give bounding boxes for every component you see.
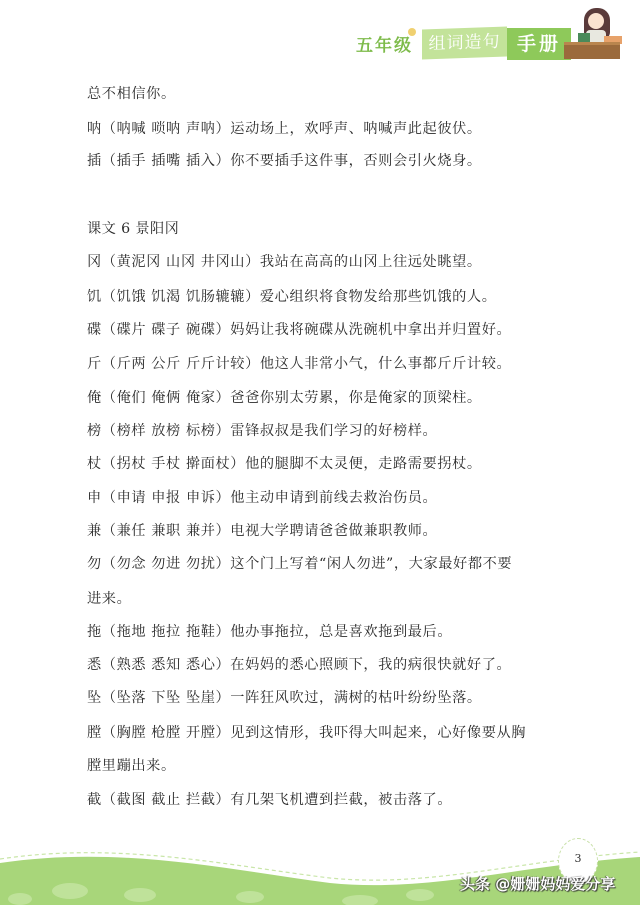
vocab-line: 坠（坠落 下坠 坠崖）一阵狂风吹过，满树的枯叶纷纷坠落。 <box>87 690 482 706</box>
watermark: 头条 @姗姗妈妈爱分享 <box>460 875 616 893</box>
girl-face <box>588 13 604 29</box>
vocab-line: 进来。 <box>87 591 132 607</box>
vocab-line: 总不相信你。 <box>87 86 176 102</box>
banner-title <box>422 27 507 60</box>
banner-suffix <box>507 28 571 60</box>
vocab-line: 杖（拐杖 手杖 擀面杖）他的腿脚不太灵便，走路需要拐杖。 <box>87 456 482 472</box>
vocab-line: 榜（榜样 放榜 标榜）雷锋叔叔是我们学习的好榜样。 <box>87 423 438 439</box>
vocab-line: 勿（勿念 勿进 勿扰）这个门上写着“闲人勿进”，大家最好都不要 <box>87 556 513 572</box>
banner-suffix-text: 手册 <box>516 33 561 55</box>
vocab-line: 碟（碟片 碟子 碗碟）妈妈让我将碗碟从洗碗机中拿出并归置好。 <box>87 322 512 338</box>
book-icon <box>578 33 590 42</box>
vocab-line: 呐（呐喊 唢呐 声呐）运动场上，欢呼声、呐喊声此起彼伏。 <box>87 121 482 137</box>
page-number: 3 <box>574 852 582 865</box>
vocab-line: 悉（熟悉 悉知 悉心）在妈妈的悉心照顾下，我的病很快就好了。 <box>87 657 512 673</box>
section-heading: 课文 6 景阳冈 <box>87 221 180 237</box>
vocab-line: 插（插手 插嘴 插入）你不要插手这件事，否则会引火烧身。 <box>87 153 482 169</box>
vocab-line: 申（申请 申报 申诉）他主动申请到前线去救治伤员。 <box>87 490 438 506</box>
grade-label: 五年级 <box>356 36 413 56</box>
vocab-line: 截（截图 截止 拦截）有几架飞机遭到拦截，被击落了。 <box>87 792 453 808</box>
vocab-line: 拖（拖地 拖拉 拖鞋）他办事拖拉，总是喜欢拖到最后。 <box>87 624 453 640</box>
vocab-line: 冈（黄泥冈 山冈 井冈山）我站在高高的山冈上往远处眺望。 <box>87 254 482 270</box>
vocab-line: 饥（饥饿 饥渴 饥肠辘辘）爱心组织将食物发给那些饥饿的人。 <box>87 289 497 305</box>
vocab-line: 膛里蹦出来。 <box>87 758 176 774</box>
banner-title-text: 组词造句 <box>428 31 501 55</box>
lightbulb-icon <box>408 28 416 36</box>
desk-icon <box>564 42 620 59</box>
vocab-line: 膛（胸膛 枪膛 开膛）见到这情形，我吓得大叫起来，心好像要从胸 <box>87 725 527 741</box>
vocab-line: 俺（俺们 俺俩 俺家）爸爸你别太劳累，你是俺家的顶梁柱。 <box>87 390 482 406</box>
vocab-line: 兼（兼任 兼职 兼并）电视大学聘请爸爸做兼职教师。 <box>87 523 438 539</box>
vocab-line: 斤（斤两 公斤 斤斤计较）他这人非常小气，什么事都斤斤计较。 <box>87 356 512 372</box>
